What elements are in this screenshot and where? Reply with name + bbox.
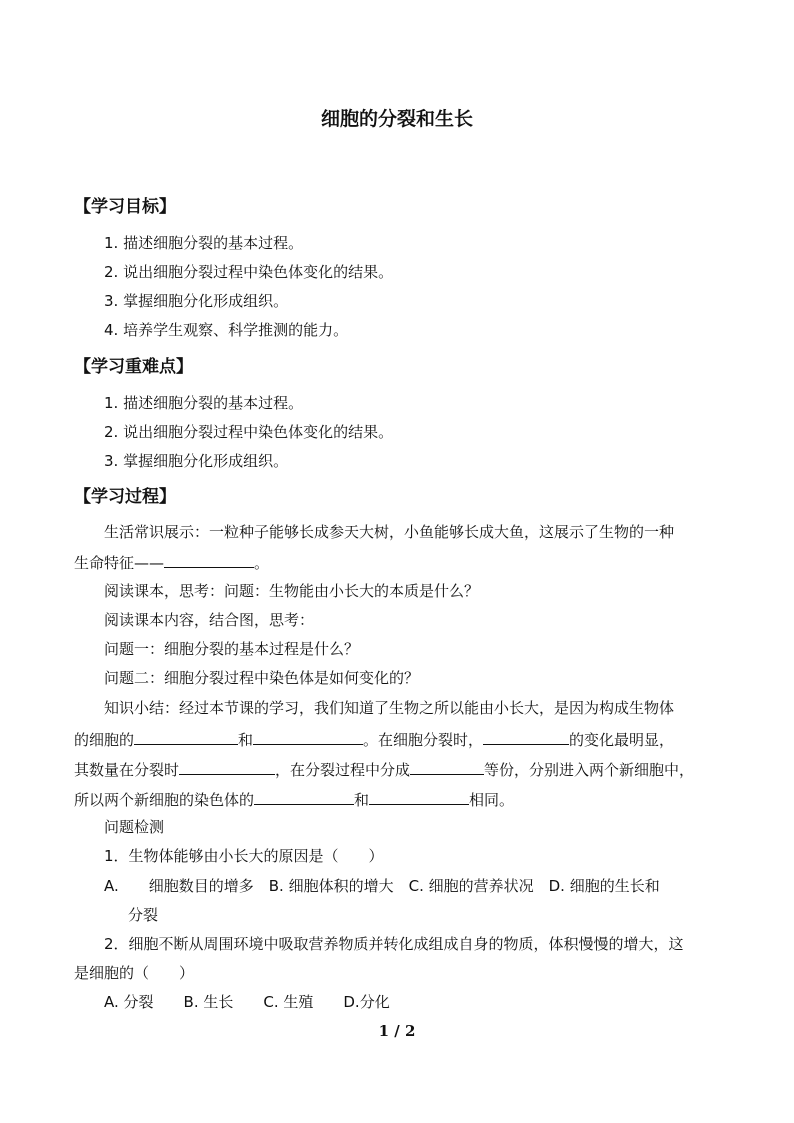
summary-line1: 知识小结：经过本节课的学习，我们知道了生物之所以能由小长大，是因为构成生物体 [104, 699, 675, 717]
heading-learning-process: 【学习过程】 [74, 487, 176, 507]
life-fact-end: 。 [254, 554, 270, 572]
goal-item-2: 2. 说出细胞分裂过程中染色体变化的结果。 [104, 263, 394, 281]
heading-key-points: 【学习重难点】 [74, 357, 193, 377]
key-item-2: 2. 说出细胞分裂过程中染色体变化的结果。 [104, 423, 394, 441]
fill-blank-3[interactable] [483, 728, 569, 745]
summary-text: 其数量在分裂时 [74, 761, 180, 779]
summary-text: 的细胞的 [74, 731, 135, 749]
fill-blank-life-feature[interactable] [164, 551, 254, 568]
check-question-2-line2: 是细胞的（ ） [74, 964, 195, 982]
check-question-1-options: A. 细胞数目的增多 B. 细胞体积的增大 C. 细胞的营养状况 D. 细胞的生长和 [104, 877, 660, 895]
fill-blank-5[interactable] [410, 758, 484, 775]
check-question-2-options: A. 分裂 B. 生长 C. 生殖 D.分化 [104, 993, 390, 1011]
fill-blank-4[interactable] [179, 758, 275, 775]
summary-text: 等份，分别进入两个新细胞中， [484, 761, 695, 779]
page-number: 1 / 2 [378, 1022, 416, 1040]
check-question-1: 1．生物体能够由小长大的原因是（ ） [104, 847, 384, 865]
fill-blank-2[interactable] [253, 728, 363, 745]
check-question-1-options-cont: 分裂 [128, 906, 159, 924]
summary-text: 和 [354, 791, 370, 809]
paragraph-life-fact-line1: 生活常识展示：一粒种子能够长成参天大树，小鱼能够长成大鱼，这展示了生物的一种 [104, 523, 675, 541]
goal-item-3: 3. 掌握细胞分化形成组织。 [104, 292, 289, 310]
summary-text: 。在细胞分裂时， [363, 731, 484, 749]
summary-text: 和 [238, 731, 254, 749]
question-two: 问题二：细胞分裂过程中染色体是如何变化的？ [104, 669, 420, 687]
life-fact-text: 生命特征—— [74, 554, 165, 572]
summary-text: ，在分裂过程中分成 [275, 761, 411, 779]
summary-line2 [74, 728, 674, 750]
summary-text: 相同。 [469, 791, 515, 809]
summary-line3 [74, 758, 694, 780]
paragraph-life-fact-line2 [74, 551, 269, 573]
summary-text: 的变化最明显， [569, 731, 675, 749]
fill-blank-1[interactable] [134, 728, 238, 745]
check-title: 问题检测 [104, 818, 165, 836]
reading-instruction: 阅读课本内容，结合图，思考： [104, 611, 315, 629]
goal-item-4: 4. 培养学生观察、科学推测的能力。 [104, 321, 349, 339]
goal-item-1: 1. 描述细胞分裂的基本过程。 [104, 234, 304, 252]
key-item-3: 3. 掌握细胞分化形成组织。 [104, 452, 289, 470]
reading-question: 阅读课本，思考：问题：生物能由小长大的本质是什么？ [104, 582, 480, 600]
summary-text: 所以两个新细胞的染色体的 [74, 791, 255, 809]
check-question-2-line1: 2．细胞不断从周围环境中吸取营养物质并转化成组成自身的物质，体积慢慢的增大，这 [104, 935, 684, 953]
key-item-1: 1. 描述细胞分裂的基本过程。 [104, 394, 304, 412]
fill-blank-6[interactable] [254, 788, 354, 805]
heading-learning-goals: 【学习目标】 [74, 197, 176, 217]
fill-blank-7[interactable] [369, 788, 469, 805]
page-title: 细胞的分裂和生长 [320, 108, 473, 130]
question-one: 问题一：细胞分裂的基本过程是什么？ [104, 640, 360, 658]
summary-line4 [74, 788, 514, 810]
